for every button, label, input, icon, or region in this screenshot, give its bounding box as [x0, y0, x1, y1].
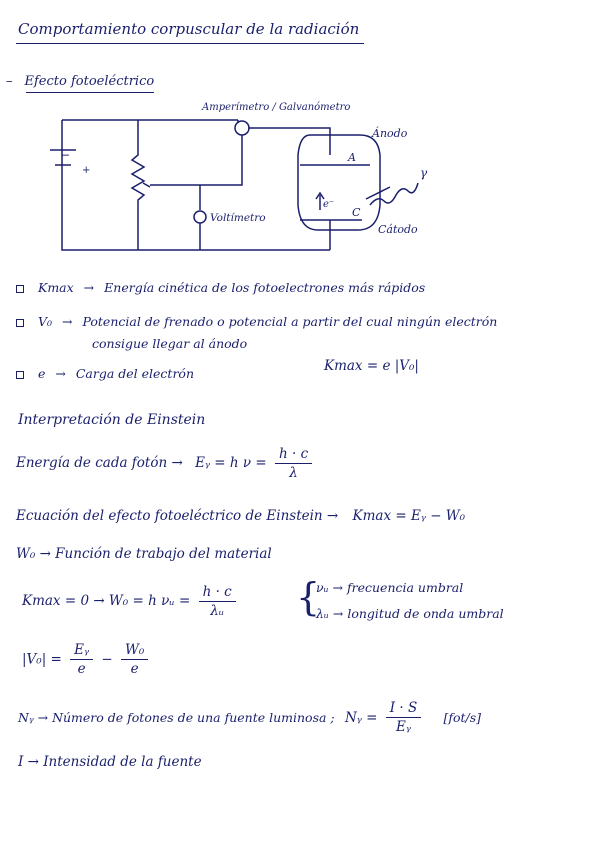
wire-anode [248, 128, 330, 155]
v0-fraction-1 [70, 642, 93, 677]
title-underline [16, 43, 364, 44]
section-heading: – Efecto fotoeléctrico [6, 74, 155, 89]
bullet-symbol: e [37, 366, 46, 381]
bullet-arrow: → [62, 314, 73, 329]
battery-plus: + [82, 165, 91, 176]
voltmeter-symbol [194, 211, 206, 223]
v0-equation [22, 642, 152, 677]
fraction-denominator: Eᵧ [396, 719, 411, 735]
photon-number-fraction [386, 700, 421, 735]
photon-ray [366, 187, 390, 199]
photon-number-line [18, 700, 481, 735]
section-underline [26, 92, 154, 93]
bullet-text: Carga del electrón [75, 366, 195, 381]
einstein-equation-label: Ecuación del efecto fotoeléctrico de Einstein → [16, 508, 339, 524]
threshold-lhs: Kmax = 0 → W₀ = h νᵤ = [22, 593, 191, 609]
rheostat [132, 120, 144, 250]
bullet-v0-continuation: consigue llegar al ánodo [92, 336, 248, 351]
fraction-denominator: λᵤ [210, 603, 225, 619]
fraction-denominator: e [130, 661, 139, 677]
wire-left-loop [62, 120, 138, 250]
photon-number-label: Nᵧ → Número de fotones de una fuente luminosa ; [18, 710, 335, 725]
ammeter-label: Amperímetro / Galvanómetro [202, 102, 351, 113]
work-function-line: W₀ → Función de trabajo del material [16, 546, 272, 562]
intensity-line: I → Intensidad de la fuente [18, 754, 202, 770]
threshold-frequency: νᵤ → frecuencia umbral [316, 580, 464, 595]
bullet-arrow: → [83, 280, 95, 295]
bullet-square-icon [16, 285, 24, 293]
plate-c-label: C [352, 206, 361, 219]
rheostat-wiper [143, 183, 150, 187]
v0-lhs: |V₀| = [22, 651, 62, 668]
bullet-symbol: Kmax [37, 280, 74, 295]
threshold-wavelength: λᵤ → longitud de onda umbral [316, 606, 504, 621]
bullet-text: Energía cinética de los fotoelectrones más rápidos [104, 280, 426, 295]
photon-energy-label: Energía de cada fotón → [16, 455, 183, 471]
bullet-kmax [16, 280, 425, 295]
ammeter-symbol [235, 121, 249, 135]
fraction-numerator: h · c [199, 584, 236, 602]
v0-fraction-2 [121, 642, 148, 677]
bullet-symbol: V₀ [37, 314, 53, 329]
electron-label: e⁻ [323, 199, 335, 210]
wire-ammeter-down [200, 135, 242, 185]
v0-minus: − [101, 651, 113, 668]
voltmeter-label: Voltímetro [210, 212, 266, 224]
plate-a-label: A [348, 151, 356, 164]
bullet-v0 [16, 314, 497, 329]
bullet-arrow: → [55, 366, 66, 381]
cathode-label: Cátodo [378, 223, 418, 236]
anode-label: Ánodo [372, 127, 408, 140]
threshold-fraction [199, 584, 236, 619]
fraction-denominator: λ [289, 465, 298, 481]
fraction-numerator: I · S [386, 700, 421, 718]
section-label: Efecto fotoeléctrico [24, 74, 155, 89]
vacuum-tube [298, 135, 380, 230]
photon-energy-lhs: Eᵧ = h ν = [195, 455, 267, 471]
page-title: Comportamiento corpuscular de la radiación [18, 20, 360, 38]
battery-minus: − [60, 148, 71, 162]
fraction-numerator: W₀ [121, 642, 148, 660]
fraction-denominator: e [77, 661, 86, 677]
bullet-text: Potencial de frenado o potencial a partir del cual ningún electrón [82, 314, 498, 329]
bullet-square-icon [16, 371, 24, 379]
photon-energy-line [16, 446, 316, 481]
fraction-numerator: Eᵧ [70, 642, 93, 660]
einstein-equation-line [16, 508, 465, 524]
bullet-square-icon [16, 319, 24, 327]
photoelectric-circuit-diagram [0, 95, 607, 265]
bullet-e [16, 366, 194, 381]
photon-label: γ [420, 166, 428, 180]
kmax-equation: Kmax = e |V₀| [324, 358, 419, 374]
einstein-equation: Kmax = Eᵧ − W₀ [352, 508, 466, 524]
threshold-line [22, 584, 240, 619]
fraction-numerator: h · c [275, 446, 312, 464]
curly-brace: { [296, 575, 321, 619]
einstein-heading: Interpretación de Einstein [18, 412, 206, 428]
photon-number-lhs: Nᵧ = [344, 709, 378, 726]
photon-energy-fraction [275, 446, 312, 481]
photon-number-units: [fot/s] [443, 710, 482, 725]
